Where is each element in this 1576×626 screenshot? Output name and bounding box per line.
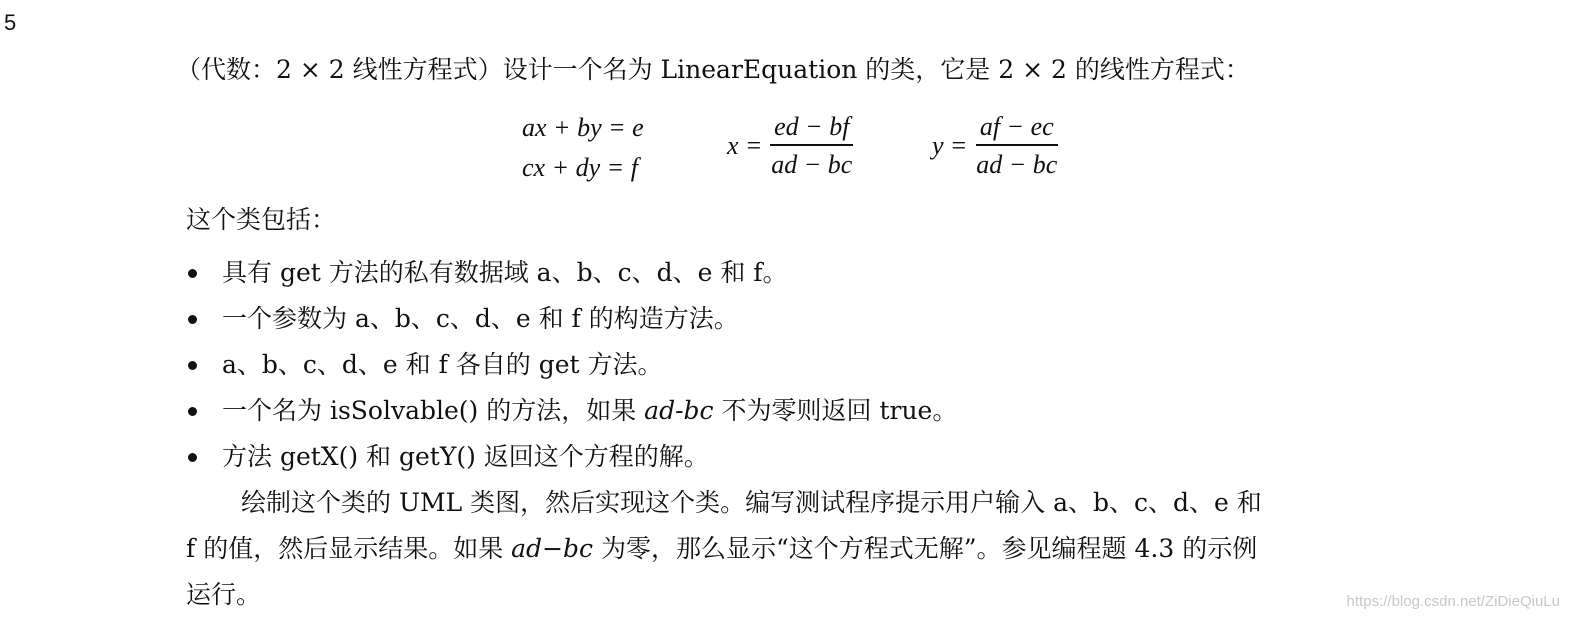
list-item [186,388,957,434]
list-item-text-pre: 一个名为 isSolvable() 的方法，如果 [222,396,645,425]
problem-intro: （代数：2 × 2 线性方程式）设计一个名为 LinearEquation 的类，它是 2 × 2 的线性方程式： [176,55,1250,84]
list-item [186,342,957,388]
solution-x-denominator: ad − bc [771,150,853,179]
list-item-text: 方法 getX() 和 getY() 返回这个方程的解。 [222,442,709,471]
solution-x-numerator: ed − bf [770,112,853,146]
solution-x-fraction [767,112,856,180]
paragraph-line-2 [186,526,1486,572]
list-item-math: ad-bc [644,396,714,425]
solution-y-fraction [972,112,1061,180]
paragraph-line-3: 运行。 [186,580,262,609]
list-item-text: 一个参数为 a、b、c、d、e 和 f 的构造方法。 [222,304,739,333]
equation-line-2: cx + dy = f [522,153,638,182]
list-item-text-post: 不为零则返回 true。 [713,396,958,425]
list-item [186,296,957,342]
bullet-icon [188,315,197,324]
solution-y-numerator: af − ec [976,112,1058,146]
list-item-text [222,391,957,431]
bullet-icon [188,407,197,416]
instructions-paragraph [186,480,1486,618]
list-item-text: a、b、c、d、e 和 f 各自的 get 方法。 [222,350,663,379]
bullet-icon [188,269,197,278]
solution-y-denominator: ad − bc [976,150,1058,179]
watermark: https://blog.csdn.net/ZiDieQiuLu [1346,593,1560,610]
paragraph-line-2-pre: f 的值，然后显示结果。如果 [186,534,512,563]
list-item [186,434,957,480]
paragraph-math: ad−bc [511,534,594,563]
solution-y-variable: y [932,131,944,160]
list-item-text: 具有 get 方法的私有数据域 a、b、c、d、e 和 f。 [222,258,788,287]
solution-y-equals: = [951,131,967,160]
problem-number: 5 [4,10,17,35]
equation-system [522,108,644,188]
solution-x-variable: x [727,131,739,160]
bullet-icon [188,361,197,370]
equation-line-1: ax + by = e [522,113,644,142]
solution-y [932,112,1061,180]
includes-label: 这个类包括： [186,205,337,234]
solution-x [727,112,856,180]
equations-block [522,104,1122,190]
paragraph-line-1: 绘制这个类的 UML 类图，然后实现这个类。编写测试程序提示用户输入 a、b、c、d、e 和 [241,488,1262,517]
solution-x-equals: = [746,131,762,160]
requirements-list [186,250,957,480]
paragraph-line-2-post: 为零，那么显示“这个方程式无解”。参见编程题 4.3 的示例 [593,534,1258,563]
list-item [186,250,957,296]
bullet-icon [188,453,197,462]
